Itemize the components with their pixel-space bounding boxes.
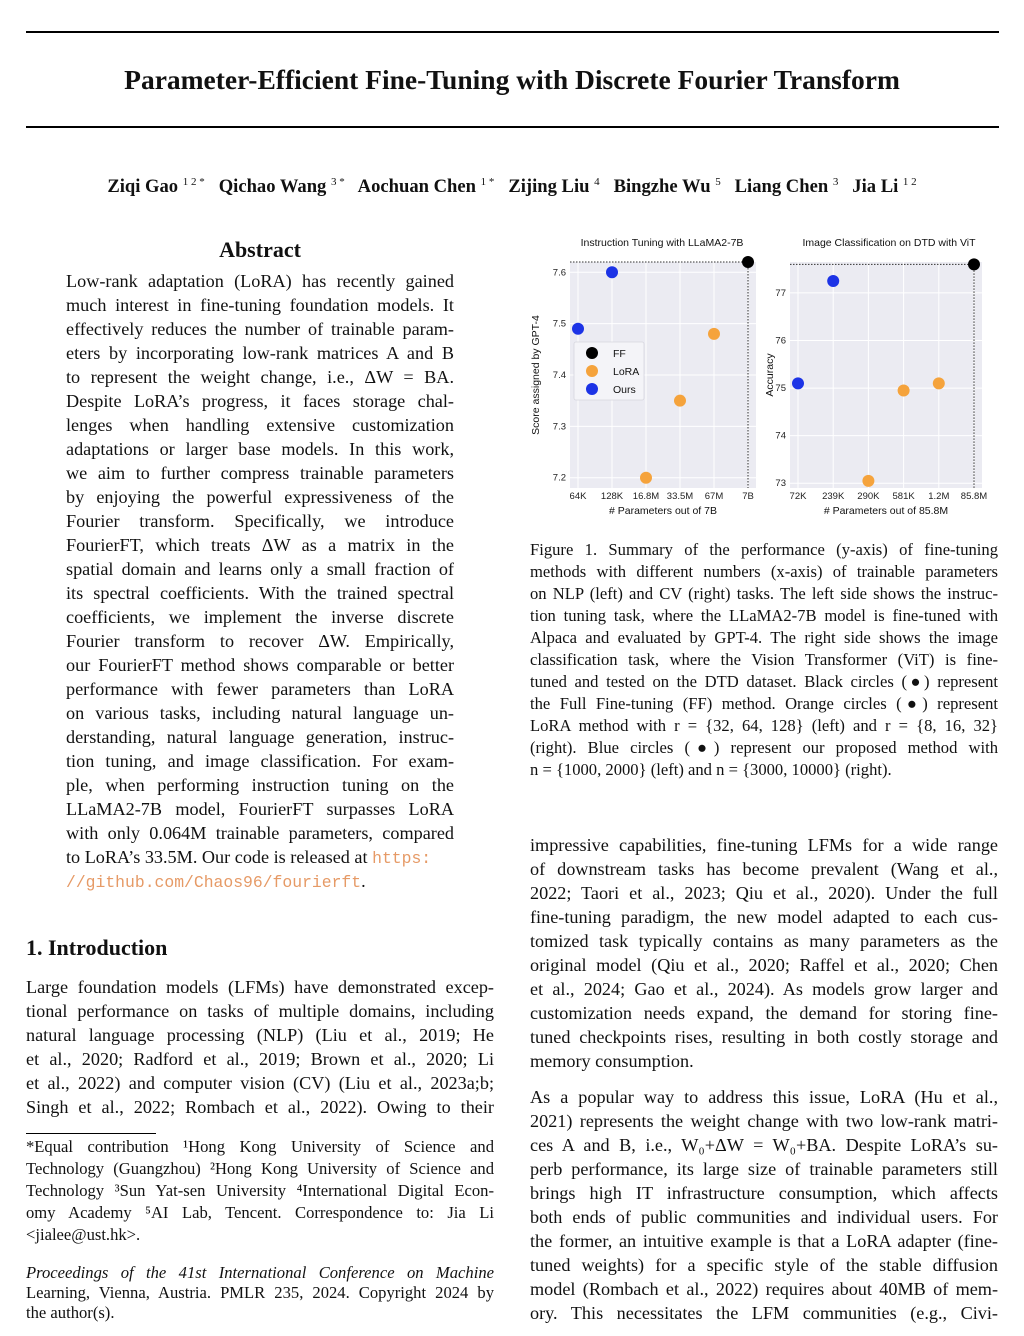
- text-line: Low-rank adaptation (LoRA) has recently gained: [66, 271, 454, 291]
- data-point-lora: [674, 395, 686, 407]
- text-line: Large foundation models (LFMs) have demonstrated excep-: [26, 977, 494, 997]
- text-line: spatial domain and learns only a small fraction of: [66, 559, 454, 579]
- text-line: on various tasks, including natural language un-: [66, 703, 454, 723]
- y-tick-label: 75: [775, 383, 786, 395]
- text-line: memory consumption.: [530, 1051, 694, 1071]
- text-line: we aim to further compress trainable parameters: [66, 463, 454, 483]
- x-tick-label: 239K: [822, 491, 845, 502]
- data-point-lora: [933, 377, 945, 389]
- y-tick-label: 7.3: [552, 421, 566, 433]
- text-line: Technology ³Sun Yat-sen University ⁴International Digital Econ-: [26, 1181, 494, 1200]
- x-tick-label: 64K: [569, 491, 587, 502]
- text-line: Fourier transform to recover ΔW. Empirically,: [66, 631, 454, 651]
- text-line: adaptations or larger base models. In this work,: [66, 439, 454, 459]
- data-point-ours: [827, 275, 839, 287]
- text-line: Despite LoRA’s progress, it faces storage chal-: [66, 391, 454, 411]
- text-line: model (Rombach et al., 2022) requires about 40MB of mem-: [530, 1279, 998, 1299]
- y-tick-label: 77: [775, 287, 786, 299]
- title-bottom-rule: [26, 126, 999, 128]
- text-line: tuned checkpoints rises, resulting in both costly storage and: [530, 1027, 998, 1047]
- text-line: ory. This necessitates the LFM communities (e.g., Civi-: [530, 1303, 998, 1323]
- data-point-lora: [862, 475, 874, 487]
- text-line: coefficients, we implement the inverse discrete: [66, 607, 454, 627]
- x-tick-label: 581K: [892, 491, 915, 502]
- text-line: tion tuning task, where the LLaMA2-7B model is fine-tuned with: [530, 606, 998, 625]
- x-axis-label: # Parameters out of 7B: [609, 505, 717, 517]
- text-line: its spectral coefficients. With the trained spectral: [66, 583, 454, 603]
- text-line: lenges when handling extensive customization: [66, 415, 454, 435]
- text-line: the author(s).: [26, 1303, 115, 1322]
- text-line: Alpaca and evaluated by GPT-4. The right side shows the image: [530, 628, 998, 647]
- y-tick-label: 74: [775, 430, 786, 442]
- author: Jia Li $^{1 2}$: [852, 176, 917, 198]
- text-line: LLaMA2-7B model, FourierFT surpasses LoRA: [66, 799, 454, 819]
- text-line: Technology (Guangzhou) ²Hong Kong University of Science and: [26, 1159, 494, 1178]
- x-tick-label: 7B: [742, 491, 754, 502]
- text-line: the former, an intuitive example is that a LoRA adapter (fine-: [530, 1231, 998, 1251]
- paper-title: Parameter-Efficient Fine-Tuning with Discrete Fourier Transform: [124, 64, 900, 95]
- y-tick-label: 7.4: [552, 370, 566, 381]
- text-line: LoRA method with r = {32, 64, 128} (left) and r = {8, 16, 32}: [530, 716, 998, 735]
- legend-marker: [586, 347, 598, 359]
- legend-marker: [586, 383, 598, 395]
- text-line: fine-tuning paradigm, the new model adapted to each cus-: [530, 907, 998, 927]
- data-point-ff: [968, 258, 980, 270]
- text-line: Proceedings of the 41st International Conference on Machine: [26, 1263, 494, 1282]
- text-line: Singh et al., 2022; Rombach et al., 2022). Owing to their: [26, 1097, 494, 1117]
- text-line: et al., 2024; Gao et al., 2024). As models grow larger and: [530, 979, 998, 999]
- x-tick-label: 290K: [857, 491, 880, 502]
- x-tick-label: 16.8M: [632, 491, 660, 502]
- text-line: effectively reduces the number of trainable param-: [66, 319, 454, 339]
- text-line: Learning, Vienna, Austria. PMLR 235, 2024. Copyright 2024 by: [26, 1283, 494, 1302]
- text-line: tion tuning, and image classification. For exam-: [66, 751, 454, 771]
- text-line: n = {1000, 2000} (left) and n = {3000, 10000} (right).: [530, 760, 892, 779]
- text-line: customization needs expand, the demand for storing fine-: [530, 1003, 998, 1023]
- plot-area: [790, 262, 982, 488]
- text-line: ces A and B, i.e., W₀+ΔW = W₀+BA. Despite LoRA’s su-: [530, 1135, 998, 1155]
- text-line: ple, when performing instruction tuning on the: [66, 775, 454, 795]
- text-line: eters by incorporating low-rank matrices A and B: [66, 343, 454, 363]
- y-axis-label: Score assigned by GPT-4: [530, 315, 542, 435]
- abstract-line: //github.com/Chaos96/fourierft.: [66, 871, 366, 892]
- text-line: performance with fewer parameters than LoRA: [66, 679, 454, 699]
- chart-title: Instruction Tuning with LLaMA2-7B: [580, 237, 744, 249]
- text-line: classification task, where the Vision Transformer (ViT) is fine-: [530, 650, 998, 669]
- chart-title: Image Classification on DTD with ViT: [802, 237, 976, 249]
- section-heading: 1. Introduction: [26, 935, 168, 960]
- data-point-ours: [572, 323, 584, 335]
- text-line: et al., 2022) and computer vision (CV) (Liu et al., 2023a;b;: [26, 1073, 494, 1093]
- code-link[interactable]: //github.com/Chaos96/fourierft: [66, 873, 362, 892]
- text-line: et al., 2020; Radford et al., 2019; Brown et al., 2020; Li: [26, 1049, 494, 1069]
- x-tick-label: 33.5M: [666, 491, 694, 502]
- author: Ziqi Gao $^{1 2 *}$: [107, 176, 205, 198]
- text-line: perb performance, its large size of trainable parameters still: [530, 1159, 998, 1179]
- data-point-lora: [708, 328, 720, 340]
- text-line: original model (Qiu et al., 2020; Raffel et al., 2020; Chen: [530, 955, 998, 975]
- text-line: our FourierFT method shows comparable or better: [66, 655, 454, 675]
- top-rule: [26, 31, 999, 33]
- text-line: FourierFT, which treats ΔW as a matrix in the: [66, 535, 454, 555]
- x-tick-label: 85.8M: [960, 491, 988, 502]
- text-line: *Equal contribution ¹Hong Kong University of Science and: [26, 1137, 494, 1156]
- text-line: of downstream tasks has become prevalent (Wang et al.,: [530, 859, 998, 879]
- data-point-lora: [640, 472, 652, 484]
- text-line: on NLP (left) and CV (right) tasks. The left side shows the instruc-: [530, 584, 998, 603]
- x-tick-label: 1.2M: [928, 491, 950, 502]
- text-line: <jialee@ust.hk>.: [26, 1225, 141, 1244]
- x-tick-label: 128K: [600, 491, 624, 502]
- y-tick-label: 7.6: [552, 267, 566, 279]
- text-line: impressive capabilities, fine-tuning LFMs for a wide range: [530, 835, 998, 855]
- legend-label: FF: [613, 348, 626, 360]
- text-line: Figure 1. Summary of the performance (y-axis) of fine-tuning: [530, 540, 998, 559]
- text-line: by enjoying the powerful expressiveness of the: [66, 487, 454, 507]
- x-axis-label: # Parameters out of 85.8M: [823, 505, 949, 517]
- text-line: (right). Blue circles (●) represent our proposed method with: [530, 738, 998, 757]
- legend-label: Ours: [613, 384, 636, 396]
- author: Zijing Liu $^4$: [508, 176, 600, 198]
- text-line: much interest in fine-tuning foundation models. It: [66, 295, 454, 315]
- author: Aochuan Chen $^{1 *}$: [357, 176, 495, 198]
- x-tick-label: 72K: [789, 491, 807, 502]
- text-line: the Full Fine-tuning (FF) method. Orange circles (●) represent: [530, 694, 998, 713]
- data-point-ours: [792, 377, 804, 389]
- text-line: derstanding, natural language generation, instruc-: [66, 727, 454, 747]
- y-tick-label: 73: [775, 478, 786, 490]
- legend-label: LoRA: [613, 366, 640, 378]
- author: Bingzhe Wu $^5$: [613, 176, 721, 198]
- text-line: tomized task typically contains as many parameters as the: [530, 931, 998, 951]
- text-line: omy Academy ⁵AI Lab, Tencent. Correspondence to: Jia Li: [26, 1203, 494, 1222]
- text-line: tuned and tested on the DTD dataset. Black circles (●) represent: [530, 672, 998, 691]
- text-line: with only 0.064M trainable parameters, compared: [66, 823, 454, 843]
- text-line: tional performance on tasks of multiple domains, including: [26, 1001, 494, 1021]
- text-line: tuned weights) for a specific style of the stable diffusion: [530, 1255, 998, 1275]
- y-axis-label: Accuracy: [764, 353, 776, 397]
- legend-marker: [586, 365, 598, 377]
- text-line: to represent the weight change, i.e., ΔW = BA.: [66, 367, 454, 387]
- footnote-rule: [26, 1133, 156, 1134]
- text-line: As a popular way to address this issue, LoRA (Hu et al.,: [530, 1087, 998, 1107]
- text-line: Fourier transform. Specifically, we introduce: [66, 511, 454, 531]
- text-line: natural language processing (NLP) (Liu et al., 2019; He: [26, 1025, 494, 1045]
- text-line: 2021) represents the weight change with two low-rank matri-: [530, 1111, 998, 1131]
- text-line: 2022; Taori et al., 2023; Qiu et al., 2020). Under the full: [530, 883, 998, 903]
- y-tick-label: 76: [775, 335, 786, 347]
- text-line: both ends of public communities and individual users. For: [530, 1207, 998, 1227]
- figure-1: [530, 232, 1000, 522]
- abstract-heading: Abstract: [219, 237, 301, 262]
- y-tick-label: 7.2: [552, 472, 566, 484]
- y-tick-label: 7.5: [552, 318, 566, 330]
- text-line: brings high IT infrastructure consumption, which affects: [530, 1183, 998, 1203]
- author-list: [0, 168, 1024, 201]
- x-tick-label: 67M: [704, 491, 724, 502]
- code-link[interactable]: https:: [372, 849, 432, 868]
- author: Qichao Wang $^{3 *}$: [218, 176, 345, 198]
- abstract-line: to LoRA’s 33.5M. Our code is released at https:: [66, 847, 432, 868]
- data-point-ff: [742, 256, 754, 268]
- data-point-lora: [898, 384, 910, 396]
- text-line: methods with different numbers (x-axis) of trainable parameters: [530, 562, 998, 581]
- data-point-ours: [606, 266, 618, 278]
- author: Liang Chen $^3$: [734, 176, 839, 198]
